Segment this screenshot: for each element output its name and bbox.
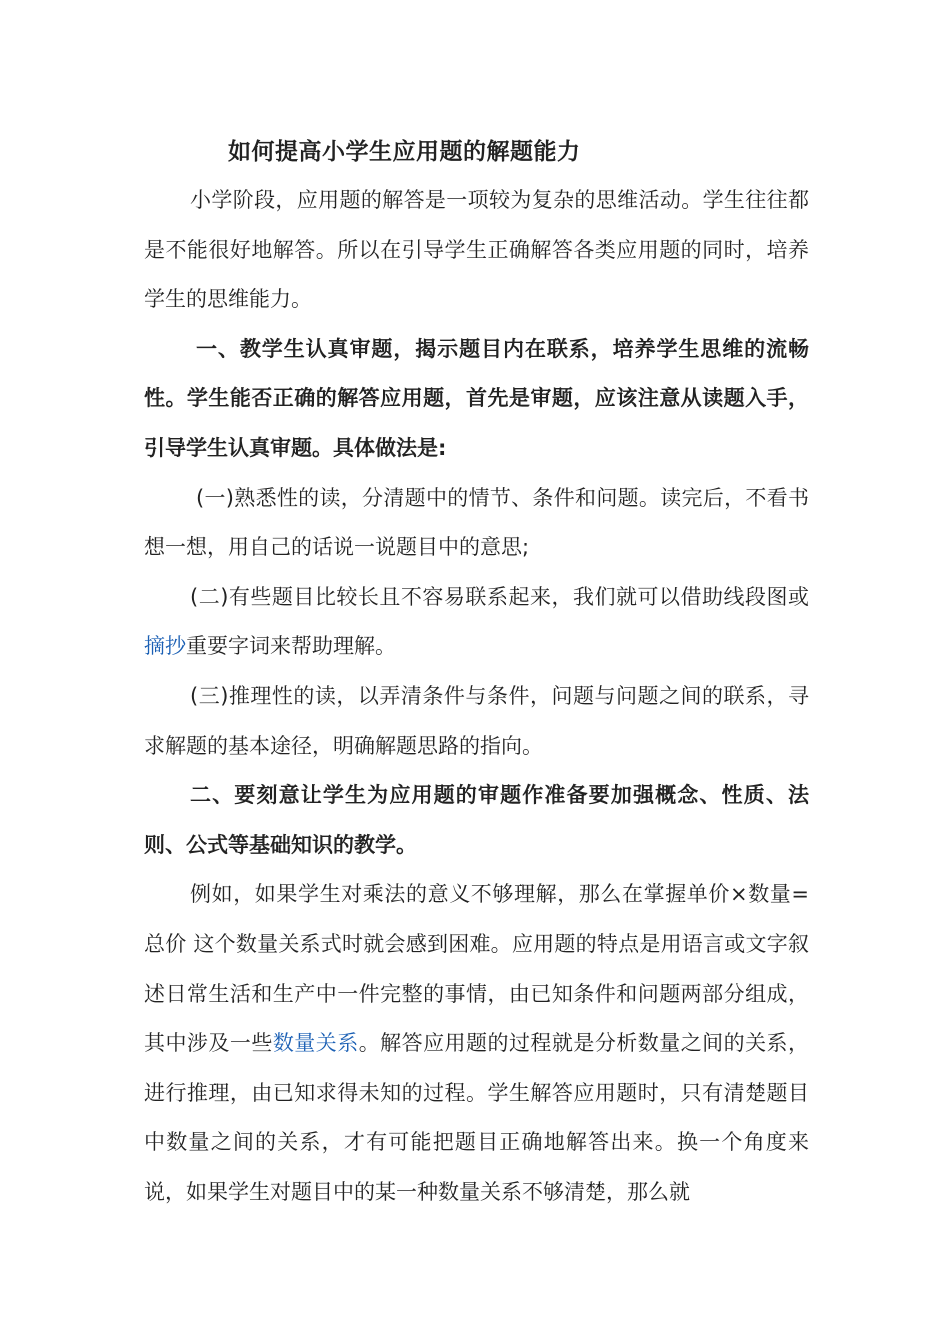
paragraph-step-three: (三)推理性的读，以弄清条件与条件，问题与问题之间的联系，寻求解题的基本途径，明确解题思路的指向。 xyxy=(144,683,809,758)
paragraph-step-two xyxy=(144,573,809,672)
link-quantity-relation[interactable]: 数量关系 xyxy=(272,1031,359,1056)
heading-section-two: 二、要刻意让学生为应用题的审题作准备要加强概念、性质、法则、公式等基础知识的教学。 xyxy=(144,783,809,857)
heading-section-one: 一、教学生认真审题，揭示题目内在联系，培养学生思维的流畅性。学生能否正确的解答应用题，首先是审题，应该注意从读题入手，引导学生认真审题。具体做法是: xyxy=(144,336,809,460)
document-body xyxy=(144,176,809,1217)
paragraph-example xyxy=(144,870,809,1217)
example-text-before: 例如，如果学生对乘法的意义不够理解，那么在掌握单价×数量=总价 这个数量关系式时就会感到困难。应用题的特点是用语言或文字叙述日常生活和生产中一件完整的事情，由已知条件和问题两部分组成，其中涉及一些 xyxy=(144,882,809,1056)
step-two-text-after: 重要字词来帮助理解。 xyxy=(186,634,396,659)
step-two-text-before: (二)有些题目比较长且不容易联系起来，我们就可以借助线段图或 xyxy=(190,584,809,609)
example-text-after: 。解答应用题的过程就是分析数量之间的关系，进行推理，由已知求得未知的过程。学生解答应用题时，只有清楚题目中数量之间的关系，才有可能把题目正确地解答出来。换一个角度来说，如果学生对题目中的某一种数量关系不够清楚，那么就 xyxy=(144,1031,810,1204)
link-zhaochao[interactable]: 摘抄 xyxy=(144,634,186,659)
paragraph-intro: 小学阶段，应用题的解答是一项较为复杂的思维活动。学生往往都是不能很好地解答。所以在引导学生正确解答各类应用题的同时，培养学生的思维能力。 xyxy=(144,188,809,312)
paragraph-step-one: (一)熟悉性的读，分清题中的情节、条件和问题。读完后，不看书想一想，用自己的话说一说题目中的意思; xyxy=(144,485,809,560)
document-title: 如何提高小学生应用题的解题能力 xyxy=(228,139,581,165)
